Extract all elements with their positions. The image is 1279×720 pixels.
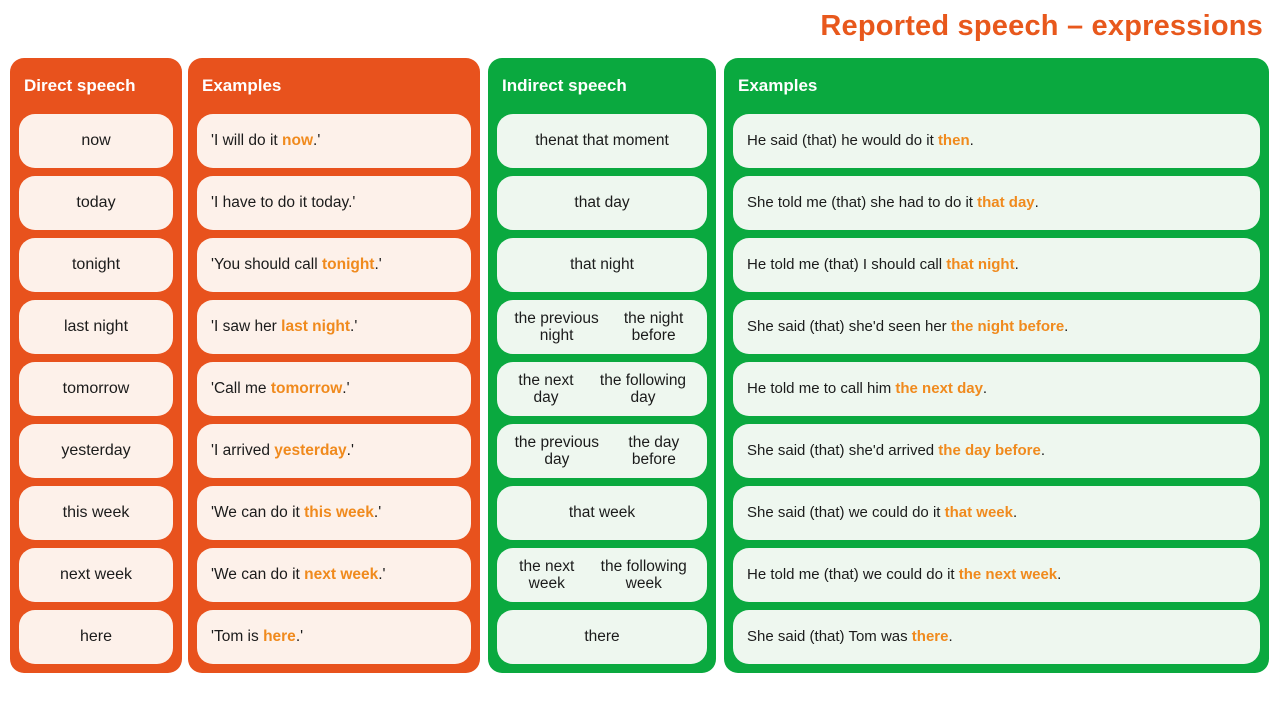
cell-line: the following day — [599, 371, 687, 406]
indirect-speech-cell — [497, 238, 707, 292]
plain-phrase: He told me (that) we could do it — [747, 565, 959, 583]
plain-phrase: .' — [350, 318, 358, 336]
indirect-example-cell — [733, 486, 1260, 540]
cell-line: the day before — [628, 433, 680, 468]
highlighted-phrase: now — [282, 132, 314, 150]
cell-text — [211, 504, 381, 521]
cell-line: the next day — [518, 371, 574, 406]
indirect-speech-cell — [497, 610, 707, 664]
column-header-direct-speech: Direct speech — [24, 76, 136, 95]
plain-phrase: 'I will do it — [211, 132, 283, 150]
indirect-speech-cell — [497, 424, 707, 478]
cell-line: then — [535, 132, 566, 150]
cell-text — [211, 132, 320, 149]
cell-text — [211, 628, 303, 645]
plain-phrase: . — [969, 131, 974, 149]
page-title: Reported speech – expressions — [820, 10, 1263, 42]
plain-phrase: 'We can do it — [211, 504, 305, 522]
plain-phrase: .' — [373, 504, 382, 522]
cell-text — [747, 629, 953, 646]
plain-phrase: .' — [342, 380, 350, 398]
plain-phrase: She said (that) she'd seen her — [747, 317, 951, 335]
plain-phrase: She told me (that) she had to do it — [747, 193, 978, 211]
cell-line: the night before — [623, 309, 684, 344]
plain-phrase: She said (that) we could do it — [747, 503, 945, 521]
column-header-indirect-examples: Examples — [738, 76, 818, 95]
direct-example-cell — [197, 548, 471, 602]
direct-speech-cells — [10, 114, 182, 673]
highlighted-phrase: the next day — [895, 379, 983, 397]
cell-text — [211, 442, 354, 459]
cell-line: there — [584, 628, 620, 646]
plain-phrase: .' — [346, 442, 354, 460]
cell-line: the next week — [519, 557, 575, 592]
plain-phrase: . — [1057, 565, 1062, 583]
cell-text — [747, 195, 1039, 212]
indirect-speech-cells — [488, 114, 716, 673]
plain-phrase: . — [1040, 441, 1045, 459]
cell-text — [747, 133, 974, 150]
highlighted-phrase: tonight — [321, 256, 375, 274]
direct-example-cell — [197, 486, 471, 540]
direct-speech-cell — [19, 114, 173, 168]
plain-phrase: She said (that) Tom was — [747, 627, 912, 645]
plain-phrase: .' — [374, 256, 382, 274]
column-header-direct-examples: Examples — [202, 76, 282, 95]
cell-line: the previous night — [514, 309, 599, 344]
indirect-example-cell — [733, 114, 1260, 168]
indirect-speech-cell — [497, 548, 707, 602]
highlighted-phrase: here — [263, 628, 296, 646]
cell-text — [747, 505, 1017, 522]
indirect-example-cell — [733, 176, 1260, 230]
cell-line: the previous day — [514, 433, 600, 468]
indirect-example-cell — [733, 548, 1260, 602]
direct-speech-cell — [19, 548, 173, 602]
direct-example-cells — [188, 114, 480, 673]
plain-phrase: 'Tom is — [211, 628, 264, 646]
cell-line: today — [76, 194, 116, 212]
highlighted-phrase: that day — [977, 193, 1035, 211]
direct-example-cell — [197, 362, 471, 416]
cell-text — [211, 566, 386, 583]
plain-phrase: . — [1014, 255, 1019, 273]
plain-phrase: 'Call me — [211, 380, 271, 398]
highlighted-phrase: this week — [304, 504, 374, 522]
plain-phrase: 'We can do it — [211, 566, 305, 584]
indirect-speech-cell — [497, 362, 707, 416]
cell-line: next week — [59, 566, 133, 584]
cell-line: now — [81, 132, 111, 150]
highlighted-phrase: the night before — [950, 317, 1065, 335]
cell-line: tonight — [71, 256, 121, 274]
highlighted-phrase: last night — [281, 318, 351, 336]
cell-line: the following week — [600, 557, 687, 592]
cell-line: this week — [62, 504, 130, 522]
highlighted-phrase: next week — [304, 566, 379, 584]
indirect-example-cell — [733, 300, 1260, 354]
indirect-example-cell — [733, 238, 1260, 292]
direct-examples-panel — [188, 58, 480, 673]
highlighted-phrase: that week — [944, 503, 1013, 521]
plain-phrase: 'You should call — [211, 256, 322, 274]
direct-example-cell — [197, 176, 471, 230]
direct-speech-cell — [19, 486, 173, 540]
indirect-speech-cell — [497, 300, 707, 354]
cell-line: that night — [570, 256, 634, 274]
direct-speech-cell — [19, 300, 173, 354]
plain-phrase: He told me (that) I should call — [747, 255, 947, 273]
cell-text — [747, 567, 1061, 584]
plain-phrase: .' — [378, 566, 386, 584]
direct-example-cell — [197, 610, 471, 664]
indirect-example-cell — [733, 610, 1260, 664]
direct-speech-cell — [19, 424, 173, 478]
cell-line: here — [79, 628, 113, 646]
direct-example-cell — [197, 238, 471, 292]
plain-phrase: . — [982, 379, 988, 397]
highlighted-phrase: the next week — [958, 565, 1058, 583]
plain-phrase: 'I arrived — [211, 442, 275, 460]
highlighted-phrase: tomorrow — [270, 380, 343, 398]
indirect-example-cell — [733, 362, 1260, 416]
direct-speech-cell — [19, 238, 173, 292]
highlighted-phrase: yesterday — [274, 442, 347, 460]
cell-text — [747, 257, 1019, 274]
cell-line: at that moment — [565, 132, 669, 150]
plain-phrase: She said (that) she'd arrived — [747, 441, 939, 459]
highlighted-phrase: then — [937, 131, 970, 149]
cell-line: that week — [568, 504, 636, 522]
direct-example-cell — [197, 300, 471, 354]
cell-text — [211, 194, 355, 211]
highlighted-phrase: the day before — [938, 441, 1041, 459]
cell-text — [747, 443, 1045, 460]
indirect-examples-panel — [724, 58, 1269, 673]
direct-example-cell — [197, 114, 471, 168]
indirect-speech-panel — [488, 58, 716, 673]
cell-line: tomorrow — [62, 380, 130, 398]
plain-phrase: . — [1064, 317, 1069, 335]
plain-phrase: 'I saw her — [211, 318, 282, 336]
plain-phrase: . — [1012, 503, 1018, 521]
plain-phrase: . — [1034, 193, 1039, 211]
highlighted-phrase: there — [911, 627, 949, 645]
indirect-example-cell — [733, 424, 1260, 478]
plain-phrase: 'I have to do it today.' — [211, 194, 356, 212]
highlighted-phrase: that night — [946, 255, 1015, 273]
cell-text — [747, 319, 1068, 336]
cell-line: last night — [63, 318, 129, 336]
direct-speech-cell — [19, 176, 173, 230]
plain-phrase: He said (that) he would do it — [747, 131, 938, 149]
cell-text — [211, 256, 382, 273]
column-header-indirect-speech: Indirect speech — [502, 76, 627, 95]
cell-line: yesterday — [61, 442, 131, 460]
plain-phrase: .' — [313, 132, 321, 150]
cell-text — [747, 381, 987, 398]
indirect-example-cells — [724, 114, 1269, 673]
cell-text — [211, 380, 350, 397]
cell-text — [211, 318, 357, 335]
plain-phrase: . — [948, 627, 953, 645]
direct-speech-cell — [19, 362, 173, 416]
direct-speech-panel — [10, 58, 182, 673]
plain-phrase: .' — [295, 628, 304, 646]
direct-example-cell — [197, 424, 471, 478]
cell-line: that day — [574, 194, 630, 212]
indirect-speech-cell — [497, 114, 707, 168]
indirect-speech-cell — [497, 176, 707, 230]
direct-speech-cell — [19, 610, 173, 664]
plain-phrase: He told me to call him — [747, 379, 896, 397]
indirect-speech-cell — [497, 486, 707, 540]
